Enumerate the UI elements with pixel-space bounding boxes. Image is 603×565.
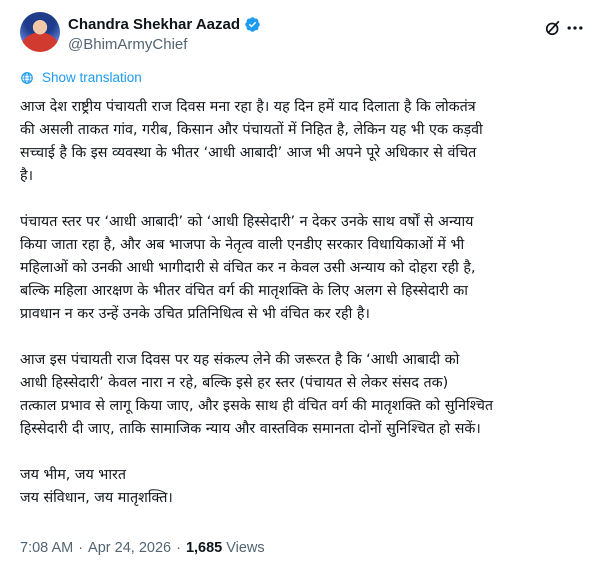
post-time[interactable]: 7:08 AM <box>20 540 74 556</box>
body-line: आधी हिस्सेदारी’ केवल नारा न रहे, बल्कि इसे हर स्तर (पंचायत से लेकर संसद तक) <box>20 375 449 391</box>
paragraph-1 <box>20 96 585 188</box>
paragraph-4 <box>20 464 585 510</box>
body-line: आज इस पंचायती राज दिवस पर यह संकल्प लेने की जरूरत है कि ‘आधी आबादी को <box>20 352 460 368</box>
views-label: Views <box>226 540 265 556</box>
show-translation-link[interactable] <box>20 70 142 85</box>
body-line: बल्कि महिला आरक्षण के भीतर वंचित वर्ग की मातृशक्ति के लिए अलग से हिस्सेदारी का <box>20 283 468 299</box>
body-line: प्रावधान न कर उन्हें उनके उचित प्रतिनिधित्व से भी वंचित कर रही है। <box>20 306 370 322</box>
body-line: पंचायत स्तर पर ‘आधी आबादी’ को ‘आधी हिस्सेदारी’ न देकर उनके साथ वर्षों से अन्याय <box>20 214 474 230</box>
body-line: सच्चाई है कि इस व्यवस्था के भीतर ‘आधी आबादी’ आज भी अपने पूरे अधिकार से वंचित <box>20 145 477 161</box>
body-line: आज देश राष्ट्रीय पंचायती राज दिवस मना रहा है। यह दिन हमें याद दिलाता है कि लोकतंत्र <box>20 99 476 115</box>
avatar[interactable] <box>20 12 60 52</box>
paragraph-2 <box>20 211 585 326</box>
paragraph-3 <box>20 349 585 441</box>
body-line: हिस्सेदारी दी जाए, ताकि सामाजिक न्याय और वास्तविक समानता दोनों सुनिश्चित हो सकें। <box>20 421 481 437</box>
show-translation-label: Show translation <box>42 70 142 85</box>
handle[interactable]: @BhimArmyChief <box>68 36 188 53</box>
more-icon[interactable] <box>565 18 585 38</box>
author-info <box>68 14 261 53</box>
body-line: महिलाओं को उनकी आधी भागीदारी से वंचित कर न केवल उसी अन्याय को दोहरा रही है, <box>20 260 476 276</box>
tweet-body <box>20 96 585 510</box>
globe-icon <box>20 71 34 85</box>
post-date[interactable]: Apr 24, 2026 <box>88 540 172 556</box>
tweet-header <box>20 12 585 56</box>
body-line: किया जाता रहा है, और अब भाजपा के नेतृत्व वाली एनडीए सरकार विधायिकाओं में भी <box>20 237 465 253</box>
body-line: जय संविधान, जय मातृशक्ति। <box>20 490 173 506</box>
views-count: 1,685 <box>185 540 223 556</box>
meta-separator: · <box>78 540 84 556</box>
display-name-row <box>68 14 261 34</box>
display-name[interactable]: Chandra Shekhar Aazad <box>68 15 240 33</box>
body-line: जय भीम, जय भारत <box>20 467 127 483</box>
body-line: है। <box>20 168 34 184</box>
tweet-meta <box>20 540 265 556</box>
verified-badge-icon <box>244 16 261 33</box>
body-line: तत्काल प्रभाव से लागू किया जाए, और इसके साथ ही वंचित वर्ग की मातृशक्ति को सुनिश्चित <box>20 398 494 414</box>
grok-icon[interactable] <box>543 18 563 38</box>
meta-separator: · <box>176 540 181 556</box>
body-line: की असली ताकत गांव, गरीब, किसान और पंचायतों में निहित है, लेकिन यह भी एक कड़वी <box>20 122 483 138</box>
